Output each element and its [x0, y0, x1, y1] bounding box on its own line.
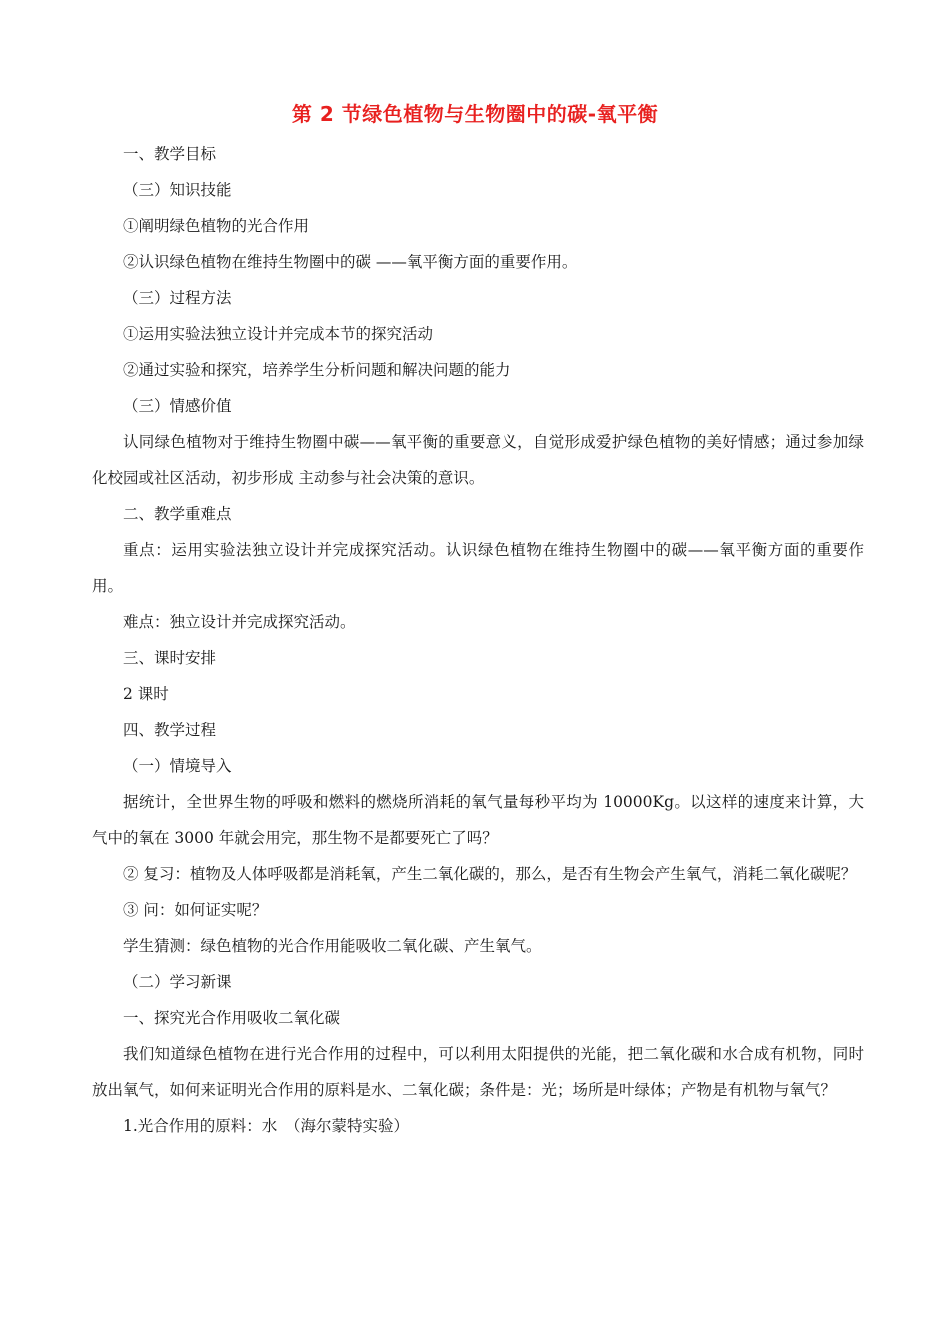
body-paragraph: 认同绿色植物对于维持生物圈中碳——氧平衡的重要意义，自觉形成爱护绿色植物的美好情感；通过参加绿化校园或社区活动，初步形成 主动参与社会决策的意识。 [92, 433, 864, 487]
body-paragraph: ② 复习：植物及人体呼吸都是消耗氧，产生二氧化碳的，那么，是否有生物会产生氧气，消耗二氧化碳呢？ [123, 865, 857, 883]
body-paragraph: 难点：独立设计并完成探究活动。 [123, 613, 356, 631]
document-body [92, 136, 864, 1144]
body-paragraph: 重点：运用实验法独立设计并完成探究活动。认识绿色植物在维持生物圈中的碳——氧平衡方面的重要作用。 [92, 541, 864, 595]
body-paragraph: 学生猜测：绿色植物的光合作用能吸收二氧化碳、产生氧气。 [123, 937, 542, 955]
list-item: ①运用实验法独立设计并完成本节的探究活动 [123, 325, 434, 343]
section-heading-explore: 一、探究光合作用吸收二氧化碳 [123, 1009, 341, 1027]
list-item: ②认识绿色植物在维持生物圈中的碳 ——氧平衡方面的重要作用。 [123, 253, 578, 271]
document-title: 第 2 节绿色植物与生物圈中的碳-氧平衡 [291, 102, 659, 126]
body-paragraph: 我们知道绿色植物在进行光合作用的过程中，可以利用太阳提供的光能，把二氧化碳和水合成有机物，同时放出氧气，如何来证明光合作用的原料是水、二氧化碳；条件是：光；场所是叶绿体；产物是有机物与氧气？ [92, 1045, 864, 1099]
list-item: ②通过实验和探究，培养学生分析问题和解决问题的能力 [123, 361, 511, 379]
list-item: ①阐明绿色植物的光合作用 [123, 217, 310, 235]
body-paragraph: 据统计，全世界生物的呼吸和燃料的燃烧所消耗的氧气量每秒平均为 10000Kg。以这样的速度来计算，大气中的氧在 3000 年就会用完，那生物不是都要死亡了吗？ [92, 793, 864, 847]
subheading-knowledge-skills: （三）知识技能 [123, 181, 232, 199]
section-heading-process: 四、教学过程 [123, 721, 217, 739]
body-paragraph: 2 课时 [123, 685, 169, 703]
subheading-new-lesson: （二）学习新课 [123, 973, 232, 991]
subheading-process-methods: （三）过程方法 [123, 289, 232, 307]
body-paragraph: 1.光合作用的原料：水 （海尔蒙特实验） [123, 1117, 410, 1135]
subheading-emotion-values: （三）情感价值 [123, 397, 232, 415]
section-heading-objectives: 一、教学目标 [123, 145, 217, 163]
subheading-introduction: （一）情境导入 [123, 757, 232, 775]
section-heading-schedule: 三、课时安排 [123, 649, 217, 667]
body-paragraph: ③ 问：如何证实呢？ [123, 901, 268, 919]
section-heading-key-points: 二、教学重难点 [123, 505, 232, 523]
